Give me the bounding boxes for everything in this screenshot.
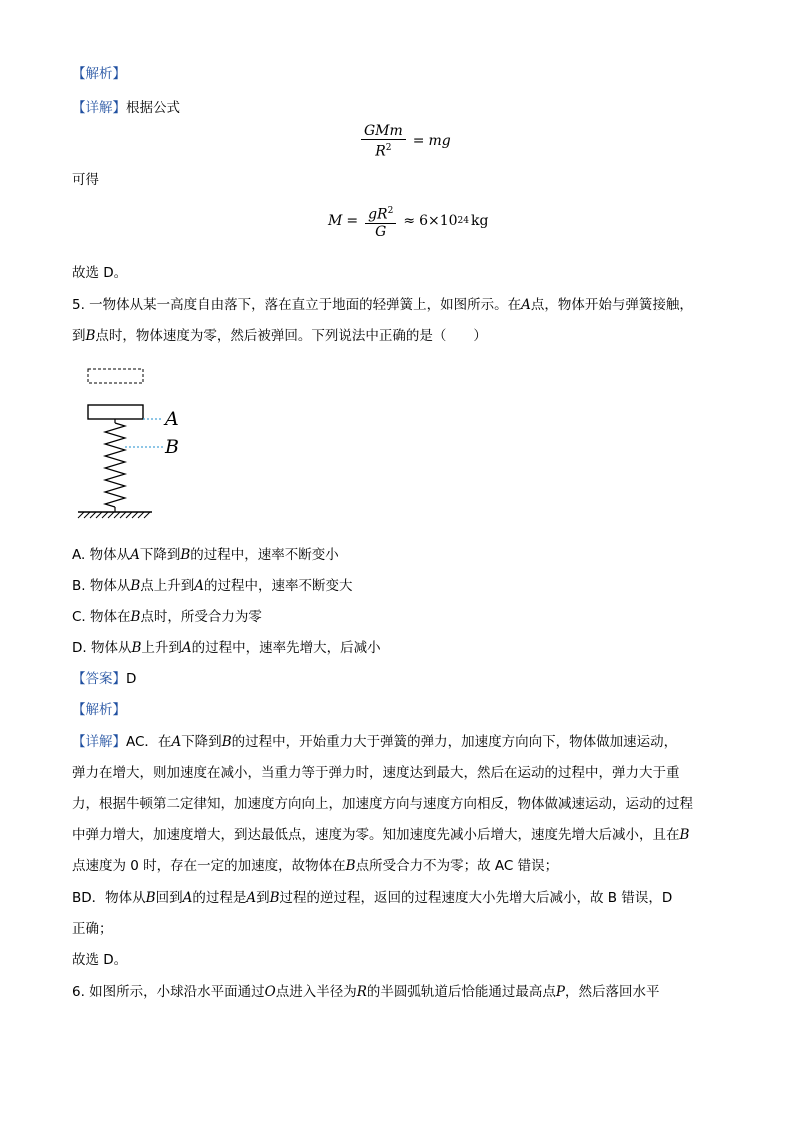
option-b: B. 物体从B点上升到A的过程中，速率不断变大 [72, 578, 353, 594]
detail-tag: 【详解】 [72, 100, 126, 116]
spring-diagram [70, 362, 200, 524]
q5-text-d: 点时，物体速度为零，然后被弹回。下列说法中正确的是（ ） [95, 328, 487, 344]
q5-line-1 [72, 295, 693, 315]
q6-line-1: 6. 如图所示，小球沿水平面通过O点进入半径为R的半圆弧轨道后恰能通过最高点P，然后落回水平 [72, 984, 660, 1000]
q5-line-2 [72, 326, 487, 346]
q5-text-c: 到 [72, 328, 86, 344]
eq2-coef: 6×10 [419, 213, 458, 230]
detail2-line-5: 点速度为 0 时，存在一定的加速度，故物体在B点所受合力不为零；故 AC 错误； [72, 858, 559, 874]
eq1-denominator-exp: 2 [385, 143, 392, 153]
label-A: A [165, 408, 179, 430]
q5-text-b: 点，物体开始与弹簧接触， [530, 297, 693, 313]
detail-intro [72, 98, 180, 118]
option-a: A. 物体从A下降到B的过程中，速率不断变小 [72, 547, 339, 563]
q5-var-b: B [85, 328, 96, 344]
equation-2 [328, 203, 488, 240]
detail2-line-3: 力，根据牛顿第二定律知，加速度方向向上，加速度方向与速度方向相反，物体做减速运动，运动的过程 [72, 796, 693, 812]
eq2-approx: ≈ [403, 213, 416, 230]
eq1-fraction [361, 123, 406, 160]
equation-1 [358, 123, 451, 160]
detail2-line-7: 正确； [72, 921, 113, 937]
eq2-numerator: gR [368, 206, 388, 223]
detail2-line-6: BD．物体从B回到A的过程是A到B过程的逆过程，返回的过程速度大小先增大后减小，故 B 错误，D [72, 890, 673, 906]
spring [105, 423, 125, 507]
option-c: C. 物体在B点时，所受合力为零 [72, 609, 262, 625]
detail2-line-4: 中弹力增大，加速度增大，到达最低点，速度为零。知加速度先减小后增大，速度先增大后减小，且在B [72, 827, 690, 843]
choose-2: 故选 D。 [72, 952, 128, 968]
analysis-heading: 【解析】 [72, 66, 126, 82]
eq2-equals: = [346, 213, 359, 230]
eq1-rhs: mg [428, 133, 451, 150]
answer-tag: 【答案】 [72, 671, 126, 687]
eq1-equals: = [412, 133, 425, 150]
kede-text: 可得 [72, 172, 99, 188]
eq2-unit: kg [470, 213, 489, 230]
detail2-line-1: 【详解】AC．在A下降到B的过程中，开始重力大于弹簧的弹力，加速度方向向下，物体做加速运动， [72, 734, 678, 750]
analysis-heading-2: 【解析】 [72, 702, 126, 718]
eq2-denominator: G [375, 223, 387, 240]
answer-line [72, 669, 136, 689]
option-d: D. 物体从B上升到A的过程中，速率先增大，后减小 [72, 640, 381, 656]
block [88, 405, 143, 419]
eq2-fraction [365, 203, 396, 240]
initial-position-box [88, 369, 143, 383]
detail-text: 根据公式 [126, 100, 180, 116]
eq2-numerator-exp: 2 [387, 206, 394, 216]
eq2-lhs: M [328, 213, 343, 230]
choose-1: 故选 D。 [72, 265, 128, 281]
eq1-numerator: GMm [361, 123, 406, 140]
q5-var-a: A [521, 297, 531, 313]
detail2-line-2: 弹力在增大，则加速度在减小，当重力等于弹力时，速度达到最大，然后在运动的过程中，弹力大于重 [72, 765, 680, 781]
eq2-exp: 24 [457, 216, 469, 227]
answer-value: D [126, 671, 137, 687]
eq1-denominator: R [375, 143, 386, 160]
label-B: B [165, 436, 179, 458]
q5-text-a: 5. 一物体从某一高度自由落下，落在直立于地面的轻弹簧上，如图所示。在 [72, 297, 522, 313]
